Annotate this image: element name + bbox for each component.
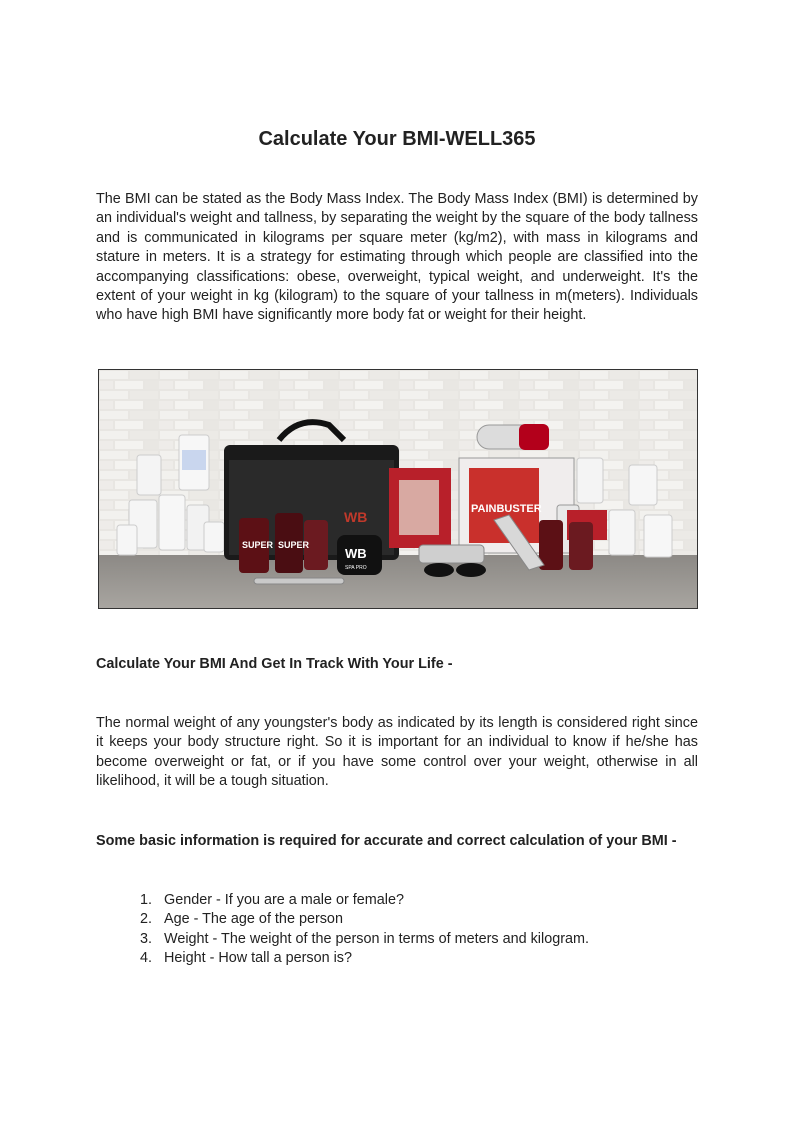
page-title: Calculate Your BMI-WELL365 xyxy=(258,128,536,150)
bag-logo: WB xyxy=(344,509,368,525)
list-number: 2. xyxy=(140,911,153,928)
list-item-text: Gender - If you are a male or female? xyxy=(164,892,404,908)
goggles-icon xyxy=(424,563,454,577)
list-item-text: Weight - The weight of the person in terms of meters and kilogram. xyxy=(164,930,589,947)
svg-text:SPA PRO: SPA PRO xyxy=(345,565,367,571)
product-photo xyxy=(98,369,698,609)
svg-text:PAINBUSTER: PAINBUSTER xyxy=(471,503,542,515)
section-paragraph-normal-weight: The normal weight of any youngster's body as indicated by its length is considered right since it keeps your body structure right. So it is important for an individual to know if he/she has become overweight or fat, or if you have some control over your weight, otherwise in all likelihood, it will be a tough situation. xyxy=(96,715,698,790)
list-number: 1. xyxy=(140,892,153,908)
wb-spa-pro-case xyxy=(337,535,382,575)
silver-tray xyxy=(419,545,484,563)
svg-text:SUPER: SUPER xyxy=(242,540,274,550)
list-item-text: Height - How tall a person is? xyxy=(164,950,352,967)
svg-text:SUPER: SUPER xyxy=(278,540,310,550)
list-item xyxy=(140,930,589,949)
device-head xyxy=(519,424,549,450)
list-number: 4. xyxy=(140,950,153,967)
dropper xyxy=(254,578,344,584)
section-heading-basic-info: Some basic information is required for accurate and correct calculation of your BMI - xyxy=(96,833,677,849)
book-cover-photo xyxy=(399,480,439,535)
list-number: 3. xyxy=(140,930,153,947)
goggles-lens xyxy=(456,563,486,577)
list-item xyxy=(140,949,589,968)
list-item-text: Age - The age of the person xyxy=(164,911,343,928)
required-info-list xyxy=(140,891,589,969)
list-item xyxy=(140,910,589,929)
intro-paragraph: The BMI can be stated as the Body Mass Index. The Body Mass Index (BMI) is determined by an individual's weight and tallness, by separating the weight by the square of the body tallness and is communicated in kilograms per square meter (kg/m2), with mass in kilograms and stature in meters. It is a strategy for estimating through which people are classified into the accompanying classifications: obese, overweight, typical weight, and underweight. It's the extent of your weight in kg (kilogram) to the square of your tallness in m(meters). Individuals who have high BMI have significantly more body fat or weight for their height. xyxy=(96,191,698,324)
section-heading-track: Calculate Your BMI And Get In Track With Your Life - xyxy=(96,656,453,672)
svg-text:WB: WB xyxy=(345,546,367,561)
list-item xyxy=(140,891,589,910)
